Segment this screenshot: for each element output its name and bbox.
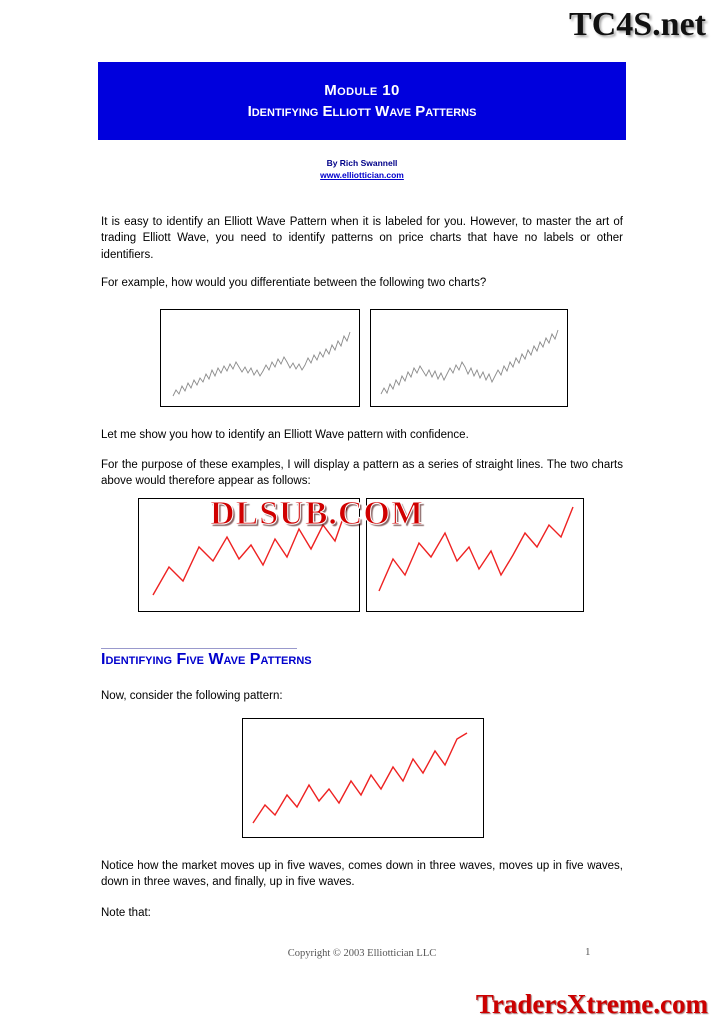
footer-copyright: Copyright © 2003 Elliottician LLC	[287, 948, 437, 959]
paragraph-five-three-waves: Notice how the market moves up in five waves, comes down in three waves, moves up in five waves, down in three waves, and finally, up in five waves.	[101, 860, 623, 889]
price-squiggle-chart-1	[161, 310, 359, 406]
module-label: Module 10	[324, 82, 400, 99]
figure-noisy-chart-right	[370, 309, 568, 407]
section-heading-rule	[101, 648, 297, 649]
paragraph-confidence: Let me show you how to identify an Elliott Wave pattern with confidence.	[101, 429, 469, 441]
website-link[interactable]: www.elliottician.com	[320, 170, 404, 180]
figure-line-chart-big	[242, 718, 484, 838]
watermark-top: TC4S.net	[569, 6, 706, 43]
paragraph-consider-pattern: Now, consider the following pattern:	[101, 690, 283, 702]
watermark-bottom: TradersXtreme.com	[475, 989, 708, 1019]
document-title-banner	[98, 62, 626, 140]
paragraph-straight-lines: For the purpose of these examples, I will display a pattern as a series of straight lines. The two charts above would therefore appear as follows:	[101, 459, 623, 488]
watermark-middle: DLSUB.COM	[210, 495, 424, 532]
paragraph-example-question: For example, how would you differentiate between the following two charts?	[101, 277, 487, 289]
paragraph-intro: It is easy to identify an Elliott Wave Pattern when it is labeled for you. However, to master the art of trading Elliott Wave, you need to identify patterns on price charts that have no labels or other identifiers.	[101, 216, 623, 261]
price-squiggle-chart-2	[371, 310, 567, 406]
section-heading: Identifying Five Wave Patterns	[101, 651, 312, 668]
red-zigzag-chart-3	[243, 719, 483, 837]
footer-page-number: 1	[585, 946, 591, 958]
page-title: Identifying Elliott Wave Patterns	[247, 103, 477, 120]
figure-noisy-chart-left	[160, 309, 360, 407]
paragraph-note-that: Note that:	[101, 907, 151, 919]
author-byline: By Rich Swannell	[326, 158, 398, 168]
